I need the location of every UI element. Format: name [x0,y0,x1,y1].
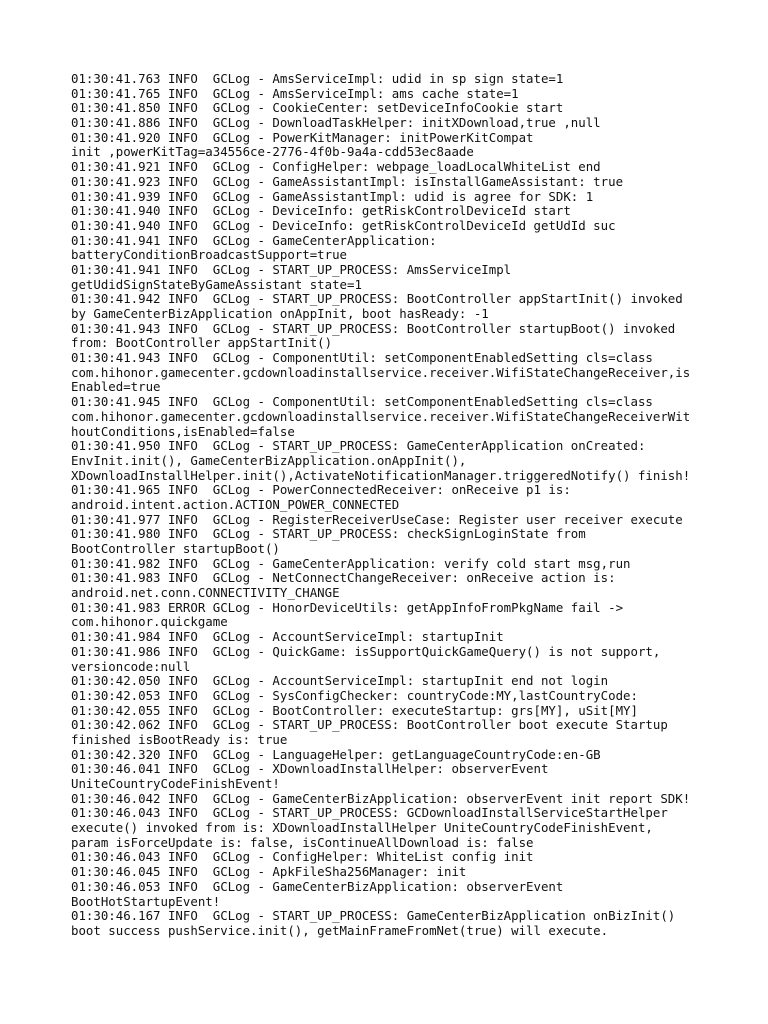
log-line: 01:30:41.921 INFO GCLog - ConfigHelper: webpage_loadLocalWhiteList end [71,159,601,175]
log-line: 01:30:46.167 INFO GCLog - START_UP_PROCESS: GameCenterBizApplication onBizInit() [71,908,676,924]
log-line: 01:30:41.886 INFO GCLog - DownloadTaskHelper: initXDownload,true ,null [71,115,601,131]
log-line: 01:30:41.950 INFO GCLog - START_UP_PROCESS: GameCenterApplication onCreated: [71,438,646,454]
log-line: execute() invoked from is: XDownloadInstallHelper UniteCountryCodeFinishEvent, [71,820,653,836]
log-line: 01:30:41.980 INFO GCLog - START_UP_PROCESS: checkSignLoginState from [71,526,586,542]
log-line: 01:30:46.045 INFO GCLog - ApkFileSha256Manager: init [71,864,467,880]
log-line: versioncode:null [71,658,191,674]
log-line: 01:30:41.850 INFO GCLog - CookieCenter: setDeviceInfoCookie start [71,100,564,116]
log-line: 01:30:41.983 INFO GCLog - NetConnectChangeReceiver: onReceive action is: [71,570,616,586]
log-line [71,939,711,954]
log-line: finished isBootReady is: true [71,731,288,747]
log-line: 01:30:41.943 INFO GCLog - START_UP_PROCESS: BootController startupBoot() invoked [71,320,676,336]
log-line: from: BootController appStartInit() [71,335,333,351]
log-line: 01:30:41.986 INFO GCLog - QuickGame: isSupportQuickGameQuery() is not support, [71,643,661,659]
log-line: UniteCountryCodeFinishEvent! [71,776,280,791]
log-line: 01:30:41.763 INFO GCLog - AmsServiceImpl: udid in sp sign state=1 [71,71,564,86]
log-line: 01:30:41.765 INFO GCLog - AmsServiceImpl: ams cache state=1 [71,85,519,101]
log-line: Enabled=true [71,379,161,395]
log-line: 01:30:41.940 INFO GCLog - DeviceInfo: getRiskControlDeviceId getUdId suc [71,217,616,233]
log-line: BootHotStartupEvent! [71,893,221,909]
log-line: 01:30:41.984 INFO GCLog - AccountServiceImpl: startupInit [71,629,504,645]
log-line: 01:30:42.050 INFO GCLog - AccountServiceImpl: startupInit end not login [71,673,609,689]
log-line: boot success pushService.init(), getMainFrameFromNet(true) will execute. [71,922,609,938]
log-line: 01:30:46.053 INFO GCLog - GameCenterBizApplication: observerEvent [71,878,564,894]
log-line: batteryConditionBroadcastSupport=true [71,247,348,263]
log-line: houtConditions,isEnabled=false [71,423,295,439]
log-line: 01:30:41.942 INFO GCLog - START_UP_PROCESS: BootController appStartInit() invoked [71,291,683,307]
log-line: 01:30:46.041 INFO GCLog - XDownloadInstallHelper: observerEvent [71,761,549,777]
log-line: EnvInit.init(), GameCenterBizApplication.onAppInit(), [71,452,467,468]
log-line: com.hihonor.gamecenter.gcdownloadinstallservice.receiver.WifiStateChangeReceiver,is [71,364,691,380]
log-line: getUdidSignStateByGameAssistant state=1 [71,276,362,292]
log-line: 01:30:46.043 INFO GCLog - START_UP_PROCESS: GCDownloadInstallServiceStartHelper [71,805,668,821]
log-line: 01:30:41.941 INFO GCLog - GameCenterApplication: [71,232,437,248]
log-line: 01:30:42.053 INFO GCLog - SysConfigChecker: countryCode:MY,lastCountryCode: [71,687,638,703]
log-text-block [71,72,711,953]
log-line: com.hihonor.gamecenter.gcdownloadinstallservice.receiver.WifiStateChangeReceiverWit [71,408,691,424]
log-line: 01:30:42.055 INFO GCLog - BootController: executeStartup: grs[MY], uSit[MY] [71,702,638,718]
log-line: XDownloadInstallHelper.init(),ActivateNotificationManager.triggeredNotify() finish! [71,467,691,483]
log-line: 01:30:41.940 INFO GCLog - DeviceInfo: getRiskControlDeviceId start [71,203,571,219]
log-line-error: 01:30:41.983 ERROR GCLog - HonorDeviceUtils: getAppInfoFromPkgName fail -> [71,599,624,615]
log-line: 01:30:41.939 INFO GCLog - GameAssistantImpl: udid is agree for SDK: 1 [71,188,594,204]
log-line: 01:30:41.943 INFO GCLog - ComponentUtil: setComponentEnabledSetting cls=class [71,350,653,366]
log-line: android.intent.action.ACTION_POWER_CONNECTED [71,496,400,512]
log-line: 01:30:42.320 INFO GCLog - LanguageHelper: getLanguageCountryCode:en-GB [71,746,601,762]
log-line: 01:30:41.965 INFO GCLog - PowerConnectedReceiver: onReceive p1 is: [71,482,571,498]
log-line: 01:30:41.923 INFO GCLog - GameAssistantImpl: isInstallGameAssistant: true [71,173,624,189]
log-line: 01:30:41.982 INFO GCLog - GameCenterApplication: verify cold start msg,run [71,555,631,571]
log-line: 01:30:41.941 INFO GCLog - START_UP_PROCESS: AmsServiceImpl [71,261,512,277]
log-line: init ,powerKitTag=a34556ce-2776-4f0b-9a4a-cdd53ec8aade [71,144,474,160]
log-line: param isForceUpdate is: false, isContinueAllDownload is: false [71,834,534,850]
log-line: by GameCenterBizApplication onAppInit, boot hasReady: -1 [71,306,489,321]
log-line: 01:30:46.042 INFO GCLog - GameCenterBizApplication: observerEvent init report SDK! [71,790,691,806]
log-line: 01:30:41.977 INFO GCLog - RegisterReceiverUseCase: Register user receiver execute [71,511,683,527]
log-line: BootController startupBoot() [71,541,280,556]
log-line: 01:30:41.945 INFO GCLog - ComponentUtil: setComponentEnabledSetting cls=class [71,394,653,410]
log-line: 01:30:42.062 INFO GCLog - START_UP_PROCESS: BootController boot execute Startup [71,717,668,733]
log-line: android.net.conn.CONNECTIVITY_CHANGE [71,585,340,601]
log-line: com.hihonor.quickgame [71,614,228,630]
log-line: 01:30:41.920 INFO GCLog - PowerKitManager: initPowerKitCompat [71,129,534,145]
log-line: 01:30:46.043 INFO GCLog - ConfigHelper: WhiteList config init [71,849,534,865]
